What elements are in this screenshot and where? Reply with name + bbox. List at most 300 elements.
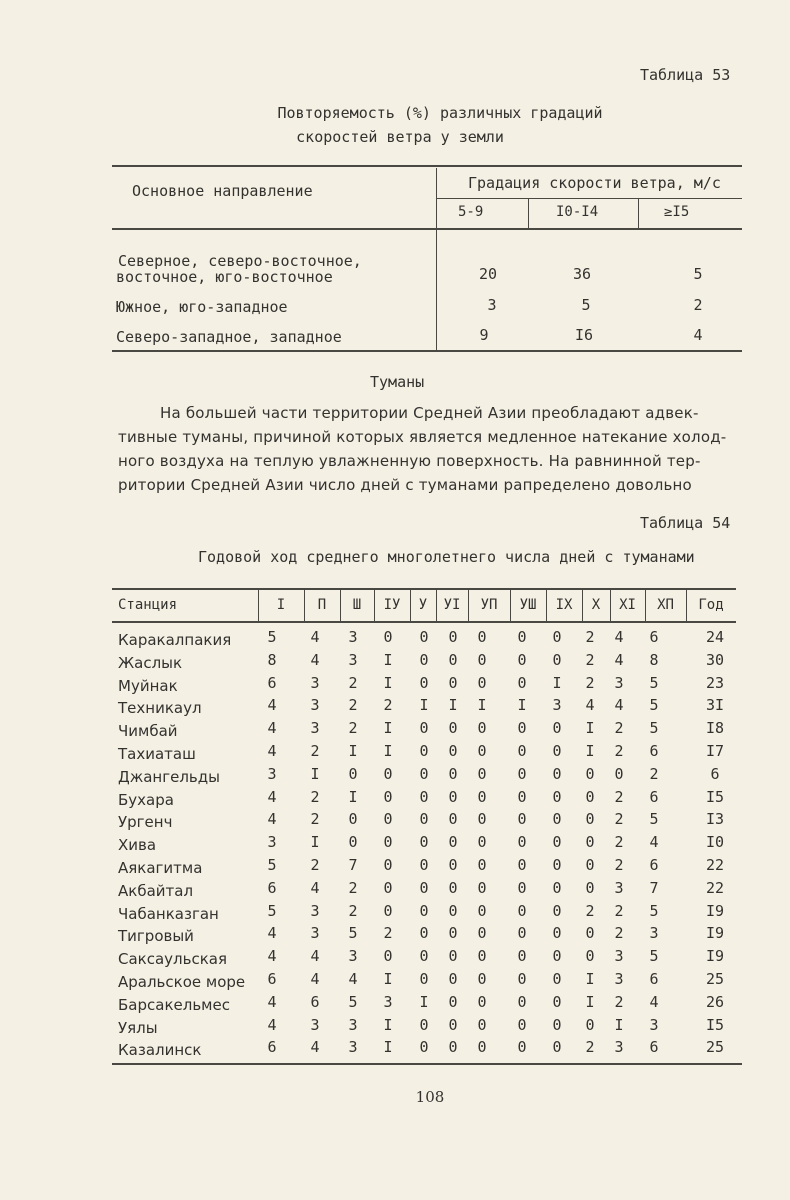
- year-total-cell: 30: [705, 651, 725, 669]
- month-cell: 0: [448, 651, 458, 669]
- month-cell: 0: [448, 628, 458, 646]
- station-name: Чабанказган: [118, 905, 219, 923]
- year-total-cell: 22: [705, 856, 725, 874]
- year-total-cell: I3: [705, 810, 725, 828]
- month-cell: 0: [448, 810, 458, 828]
- month-cell: 0: [448, 719, 458, 737]
- month-cell: 2: [310, 788, 320, 806]
- month-cell: 6: [649, 1038, 659, 1056]
- station-name: Ургенч: [118, 813, 173, 831]
- month-cell: 0: [552, 833, 562, 851]
- table-54-header-cell: XI: [619, 597, 636, 613]
- month-cell: 0: [517, 1038, 527, 1056]
- month-cell: 0: [477, 833, 487, 851]
- month-cell: 6: [649, 970, 659, 988]
- month-cell: 2: [310, 856, 320, 874]
- month-cell: 0: [419, 765, 429, 783]
- month-cell: 2: [383, 924, 393, 942]
- month-cell: 4: [348, 970, 358, 988]
- month-cell: 0: [419, 833, 429, 851]
- table-53-cell: 20: [478, 265, 498, 283]
- month-cell: 0: [585, 833, 595, 851]
- month-cell: I: [383, 719, 393, 737]
- month-cell: 5: [649, 719, 659, 737]
- month-cell: 0: [448, 924, 458, 942]
- year-total-cell: 24: [705, 628, 725, 646]
- month-cell: 0: [383, 765, 393, 783]
- month-cell: 6: [649, 742, 659, 760]
- table-53-grad-rule: [436, 198, 742, 199]
- month-cell: 0: [477, 1038, 487, 1056]
- month-cell: I: [348, 742, 358, 760]
- month-cell: I: [383, 674, 393, 692]
- month-cell: 2: [383, 696, 393, 714]
- month-cell: 2: [348, 902, 358, 920]
- table-53-col-gradation: Градация скорости ветра, м/с: [468, 174, 721, 192]
- month-cell: I: [517, 696, 527, 714]
- year-total-cell: I9: [705, 924, 725, 942]
- station-name: Техникаул: [118, 699, 202, 717]
- month-cell: 0: [517, 719, 527, 737]
- month-cell: 0: [585, 879, 595, 897]
- month-cell: 0: [348, 765, 358, 783]
- month-cell: 0: [585, 765, 595, 783]
- table-53-label: Таблица 53: [640, 66, 731, 84]
- year-total-cell: I8: [705, 719, 725, 737]
- table-53-row-name: Северное, северо-восточное,: [118, 252, 362, 270]
- month-cell: 4: [310, 879, 320, 897]
- month-cell: 0: [419, 719, 429, 737]
- table-53-subcol-divider: [528, 199, 529, 228]
- year-total-cell: 26: [705, 993, 725, 1011]
- month-cell: 8: [649, 651, 659, 669]
- month-cell: 4: [267, 947, 277, 965]
- month-cell: I: [383, 651, 393, 669]
- month-cell: 5: [267, 902, 277, 920]
- station-name: Тигровый: [118, 927, 194, 945]
- table-53-cell: I6: [574, 326, 594, 344]
- month-cell: 8: [267, 651, 277, 669]
- month-cell: I: [383, 1038, 393, 1056]
- month-cell: 0: [419, 628, 429, 646]
- month-cell: 4: [310, 1038, 320, 1056]
- month-cell: 2: [614, 993, 624, 1011]
- month-cell: 2: [614, 856, 624, 874]
- month-cell: 0: [552, 856, 562, 874]
- month-cell: 3: [552, 696, 562, 714]
- month-cell: 0: [477, 788, 487, 806]
- month-cell: 3: [310, 696, 320, 714]
- paragraph-line: ритории Средней Азии число дней с туманами рапределено довольно: [118, 476, 692, 494]
- table-53-subcol: ≥I5: [664, 204, 690, 220]
- table-54-header-cell: Год: [698, 597, 724, 613]
- year-total-cell: 25: [705, 1038, 725, 1056]
- month-cell: I: [383, 742, 393, 760]
- table-54-title: Годовой ход среднего многолетнего числа дней с туманами: [198, 548, 695, 566]
- month-cell: 4: [310, 651, 320, 669]
- month-cell: 4: [585, 696, 595, 714]
- month-cell: 0: [552, 879, 562, 897]
- month-cell: 2: [310, 742, 320, 760]
- table-53-cell: 9: [479, 326, 489, 344]
- month-cell: 0: [517, 924, 527, 942]
- month-cell: 2: [348, 674, 358, 692]
- month-cell: I: [585, 719, 595, 737]
- station-name: Аральское море: [118, 973, 246, 991]
- month-cell: 0: [477, 993, 487, 1011]
- month-cell: 0: [477, 674, 487, 692]
- month-cell: 3: [267, 833, 277, 851]
- month-cell: 0: [477, 651, 487, 669]
- table-53-row-name: Южное, юго-западное: [116, 298, 288, 316]
- table-53-divider: [436, 168, 437, 352]
- station-name: Хива: [118, 836, 157, 854]
- month-cell: I: [585, 742, 595, 760]
- month-cell: 0: [383, 628, 393, 646]
- month-cell: 0: [419, 856, 429, 874]
- month-cell: 5: [267, 856, 277, 874]
- month-cell: 0: [517, 970, 527, 988]
- month-cell: 2: [585, 628, 595, 646]
- month-cell: 6: [267, 1038, 277, 1056]
- month-cell: 2: [614, 788, 624, 806]
- month-cell: 5: [649, 810, 659, 828]
- station-name: Саксаульская: [118, 950, 227, 968]
- month-cell: 3: [614, 947, 624, 965]
- month-cell: 0: [419, 947, 429, 965]
- month-cell: 4: [267, 719, 277, 737]
- month-cell: 4: [649, 993, 659, 1011]
- month-cell: 0: [517, 879, 527, 897]
- month-cell: 3: [348, 651, 358, 669]
- month-cell: 0: [552, 947, 562, 965]
- table-54-label: Таблица 54: [640, 514, 731, 532]
- month-cell: 0: [517, 810, 527, 828]
- month-cell: 0: [477, 1016, 487, 1034]
- month-cell: 0: [585, 1016, 595, 1034]
- month-cell: I: [585, 970, 595, 988]
- month-cell: 0: [448, 856, 458, 874]
- month-cell: 4: [267, 788, 277, 806]
- month-cell: 0: [477, 719, 487, 737]
- month-cell: 0: [552, 924, 562, 942]
- month-cell: 0: [477, 902, 487, 920]
- month-cell: 0: [419, 742, 429, 760]
- station-name: Казалинск: [118, 1041, 202, 1059]
- station-name: Муйнак: [118, 677, 178, 695]
- month-cell: 3: [310, 902, 320, 920]
- month-cell: 2: [348, 719, 358, 737]
- month-cell: 5: [649, 902, 659, 920]
- year-total-cell: 3I: [705, 696, 725, 714]
- month-cell: 5: [649, 674, 659, 692]
- table-54-header-cell: УШ: [519, 597, 537, 613]
- month-cell: 4: [267, 993, 277, 1011]
- month-cell: 0: [477, 856, 487, 874]
- month-cell: 0: [448, 765, 458, 783]
- table-54-header-cell: IУ: [383, 597, 401, 613]
- month-cell: 6: [310, 993, 320, 1011]
- month-cell: 0: [419, 810, 429, 828]
- month-cell: 3: [348, 628, 358, 646]
- month-cell: 7: [348, 856, 358, 874]
- month-cell: 4: [614, 628, 624, 646]
- station-name: Бухара: [118, 791, 174, 809]
- month-cell: 0: [517, 651, 527, 669]
- month-cell: 3: [348, 1038, 358, 1056]
- table-53-title-cont: скоростей ветра у земли: [296, 128, 504, 146]
- month-cell: I: [448, 696, 458, 714]
- month-cell: 0: [448, 879, 458, 897]
- year-total-cell: I5: [705, 1016, 725, 1034]
- station-name: Акбайтал: [118, 882, 194, 900]
- month-cell: 0: [419, 924, 429, 942]
- month-cell: 2: [348, 879, 358, 897]
- year-total-cell: 25: [705, 970, 725, 988]
- month-cell: 0: [477, 765, 487, 783]
- month-cell: 0: [419, 674, 429, 692]
- month-cell: 6: [649, 788, 659, 806]
- table-53-cell: 2: [693, 296, 703, 314]
- table-53-top-rule: [112, 165, 742, 167]
- month-cell: I: [383, 970, 393, 988]
- month-cell: 0: [585, 810, 595, 828]
- section-title: Туманы: [370, 373, 425, 391]
- month-cell: 0: [614, 765, 624, 783]
- table-53-cell: 5: [693, 265, 703, 283]
- table-54-header-cell: УI: [443, 597, 461, 613]
- month-cell: 0: [517, 947, 527, 965]
- station-name: Аякагитма: [118, 859, 203, 877]
- month-cell: 0: [383, 947, 393, 965]
- table-54-header-station: Станция: [118, 597, 178, 613]
- month-cell: 0: [552, 970, 562, 988]
- month-cell: 0: [383, 788, 393, 806]
- month-cell: 0: [348, 833, 358, 851]
- table-54-header-rule: [112, 621, 736, 623]
- table-54-header-cell: УП: [480, 597, 498, 613]
- month-cell: 5: [649, 947, 659, 965]
- month-cell: I: [310, 833, 320, 851]
- month-cell: 0: [448, 947, 458, 965]
- month-cell: 3: [348, 1016, 358, 1034]
- month-cell: 0: [383, 833, 393, 851]
- month-cell: 0: [517, 833, 527, 851]
- month-cell: 0: [552, 628, 562, 646]
- month-cell: 0: [448, 742, 458, 760]
- month-cell: 0: [517, 742, 527, 760]
- month-cell: 0: [517, 674, 527, 692]
- table-54-header-cell: IX: [555, 597, 573, 613]
- table-54-header-cell: Ш: [352, 597, 362, 613]
- month-cell: 0: [477, 628, 487, 646]
- month-cell: I: [348, 788, 358, 806]
- month-cell: 0: [517, 902, 527, 920]
- month-cell: 0: [448, 833, 458, 851]
- month-cell: 0: [448, 993, 458, 1011]
- table-53-subcol: I0-I4: [556, 204, 599, 220]
- month-cell: 0: [477, 810, 487, 828]
- month-cell: 4: [310, 947, 320, 965]
- table-54-header-cell: X: [591, 597, 601, 613]
- month-cell: 6: [267, 970, 277, 988]
- month-cell: 3: [614, 970, 624, 988]
- month-cell: 3: [649, 924, 659, 942]
- month-cell: 2: [585, 674, 595, 692]
- month-cell: 2: [585, 651, 595, 669]
- month-cell: 0: [517, 628, 527, 646]
- month-cell: 6: [649, 856, 659, 874]
- month-cell: 0: [383, 856, 393, 874]
- month-cell: 5: [267, 628, 277, 646]
- month-cell: 4: [267, 742, 277, 760]
- month-cell: I: [310, 765, 320, 783]
- month-cell: 0: [419, 1016, 429, 1034]
- month-cell: 0: [585, 788, 595, 806]
- month-cell: 0: [517, 765, 527, 783]
- month-cell: 6: [267, 674, 277, 692]
- month-cell: 0: [585, 924, 595, 942]
- table-54-top-rule: [112, 588, 736, 590]
- month-cell: 0: [477, 947, 487, 965]
- month-cell: 2: [614, 742, 624, 760]
- month-cell: 0: [448, 1038, 458, 1056]
- table-53-bottom-rule: [112, 350, 742, 352]
- table-53-subcol-divider: [638, 199, 639, 228]
- month-cell: 6: [649, 628, 659, 646]
- station-name: Барсакельмес: [118, 996, 230, 1014]
- month-cell: I: [614, 1016, 624, 1034]
- month-cell: 4: [310, 628, 320, 646]
- month-cell: 4: [267, 810, 277, 828]
- month-cell: I: [585, 993, 595, 1011]
- month-cell: 4: [310, 970, 320, 988]
- month-cell: I: [419, 993, 429, 1011]
- month-cell: 4: [614, 651, 624, 669]
- month-cell: 0: [552, 902, 562, 920]
- month-cell: 0: [419, 788, 429, 806]
- month-cell: 0: [383, 902, 393, 920]
- month-cell: I: [383, 1016, 393, 1034]
- year-total-cell: I9: [705, 902, 725, 920]
- month-cell: 0: [552, 788, 562, 806]
- month-cell: 0: [552, 765, 562, 783]
- month-cell: 2: [614, 810, 624, 828]
- month-cell: 0: [552, 1038, 562, 1056]
- table-53-subcol: 5-9: [458, 204, 484, 220]
- month-cell: 7: [649, 879, 659, 897]
- month-cell: 2: [614, 719, 624, 737]
- month-cell: 0: [477, 879, 487, 897]
- month-cell: 0: [552, 742, 562, 760]
- month-cell: 0: [477, 924, 487, 942]
- table-54-header-cell: У: [418, 597, 428, 613]
- month-cell: 3: [310, 1016, 320, 1034]
- station-name: Чимбай: [118, 722, 178, 740]
- month-cell: 0: [419, 879, 429, 897]
- month-cell: 2: [614, 902, 624, 920]
- month-cell: 2: [310, 810, 320, 828]
- month-cell: 4: [614, 696, 624, 714]
- table-53-col-direction: Основное направление: [132, 182, 313, 200]
- station-name: Уялы: [118, 1019, 158, 1037]
- year-total-cell: 22: [705, 879, 725, 897]
- month-cell: 4: [267, 924, 277, 942]
- table-53-row-name: Северо-западное, западное: [116, 328, 342, 346]
- table-53-cell: 36: [572, 265, 592, 283]
- month-cell: 3: [310, 924, 320, 942]
- station-name: Жаслык: [118, 654, 183, 672]
- station-name: Джангельды: [118, 768, 220, 786]
- month-cell: 0: [552, 1016, 562, 1034]
- month-cell: 2: [614, 833, 624, 851]
- month-cell: 5: [649, 696, 659, 714]
- month-cell: 0: [552, 810, 562, 828]
- month-cell: 3: [614, 674, 624, 692]
- month-cell: 0: [517, 788, 527, 806]
- station-name: Каракалпакия: [118, 631, 232, 649]
- table-53-cell: 4: [693, 326, 703, 344]
- month-cell: 0: [448, 674, 458, 692]
- table-53-row-name-cont: восточное, юго-восточное: [116, 268, 333, 286]
- table-53-cell: 3: [487, 296, 497, 314]
- month-cell: 2: [348, 696, 358, 714]
- paragraph-line: тивные туманы, причиной которых является медленное натекание холод-: [118, 428, 727, 446]
- month-cell: 3: [348, 947, 358, 965]
- month-cell: 0: [448, 788, 458, 806]
- station-name: Тахиаташ: [118, 745, 196, 763]
- table-54-header-cell: ХП: [657, 597, 674, 613]
- month-cell: 0: [448, 902, 458, 920]
- page-number: 108: [415, 1088, 445, 1106]
- month-cell: 0: [419, 970, 429, 988]
- table-53-header-rule: [112, 228, 742, 230]
- month-cell: 3: [614, 1038, 624, 1056]
- year-total-cell: I0: [705, 833, 725, 851]
- month-cell: 0: [419, 1038, 429, 1056]
- month-cell: 2: [585, 902, 595, 920]
- month-cell: 0: [383, 879, 393, 897]
- month-cell: 0: [448, 1016, 458, 1034]
- month-cell: 3: [310, 719, 320, 737]
- month-cell: 0: [477, 970, 487, 988]
- month-cell: 0: [517, 856, 527, 874]
- month-cell: 3: [614, 879, 624, 897]
- month-cell: 0: [552, 993, 562, 1011]
- month-cell: 0: [585, 856, 595, 874]
- month-cell: 2: [585, 1038, 595, 1056]
- year-total-cell: 6: [710, 765, 720, 783]
- month-cell: 0: [477, 742, 487, 760]
- month-cell: 5: [348, 993, 358, 1011]
- month-cell: I: [552, 674, 562, 692]
- month-cell: 4: [267, 696, 277, 714]
- month-cell: 6: [267, 879, 277, 897]
- month-cell: 0: [348, 810, 358, 828]
- month-cell: 0: [552, 719, 562, 737]
- year-total-cell: I7: [705, 742, 725, 760]
- table-54-header-cell: I: [276, 597, 286, 613]
- year-total-cell: I9: [705, 947, 725, 965]
- month-cell: 3: [310, 674, 320, 692]
- year-total-cell: 23: [705, 674, 725, 692]
- month-cell: 0: [517, 1016, 527, 1034]
- month-cell: 2: [614, 924, 624, 942]
- table-53-title: Повторяемость (%) различных градаций: [277, 104, 603, 122]
- month-cell: 3: [649, 1016, 659, 1034]
- table-54-header-cell: П: [317, 597, 327, 613]
- month-cell: 0: [552, 651, 562, 669]
